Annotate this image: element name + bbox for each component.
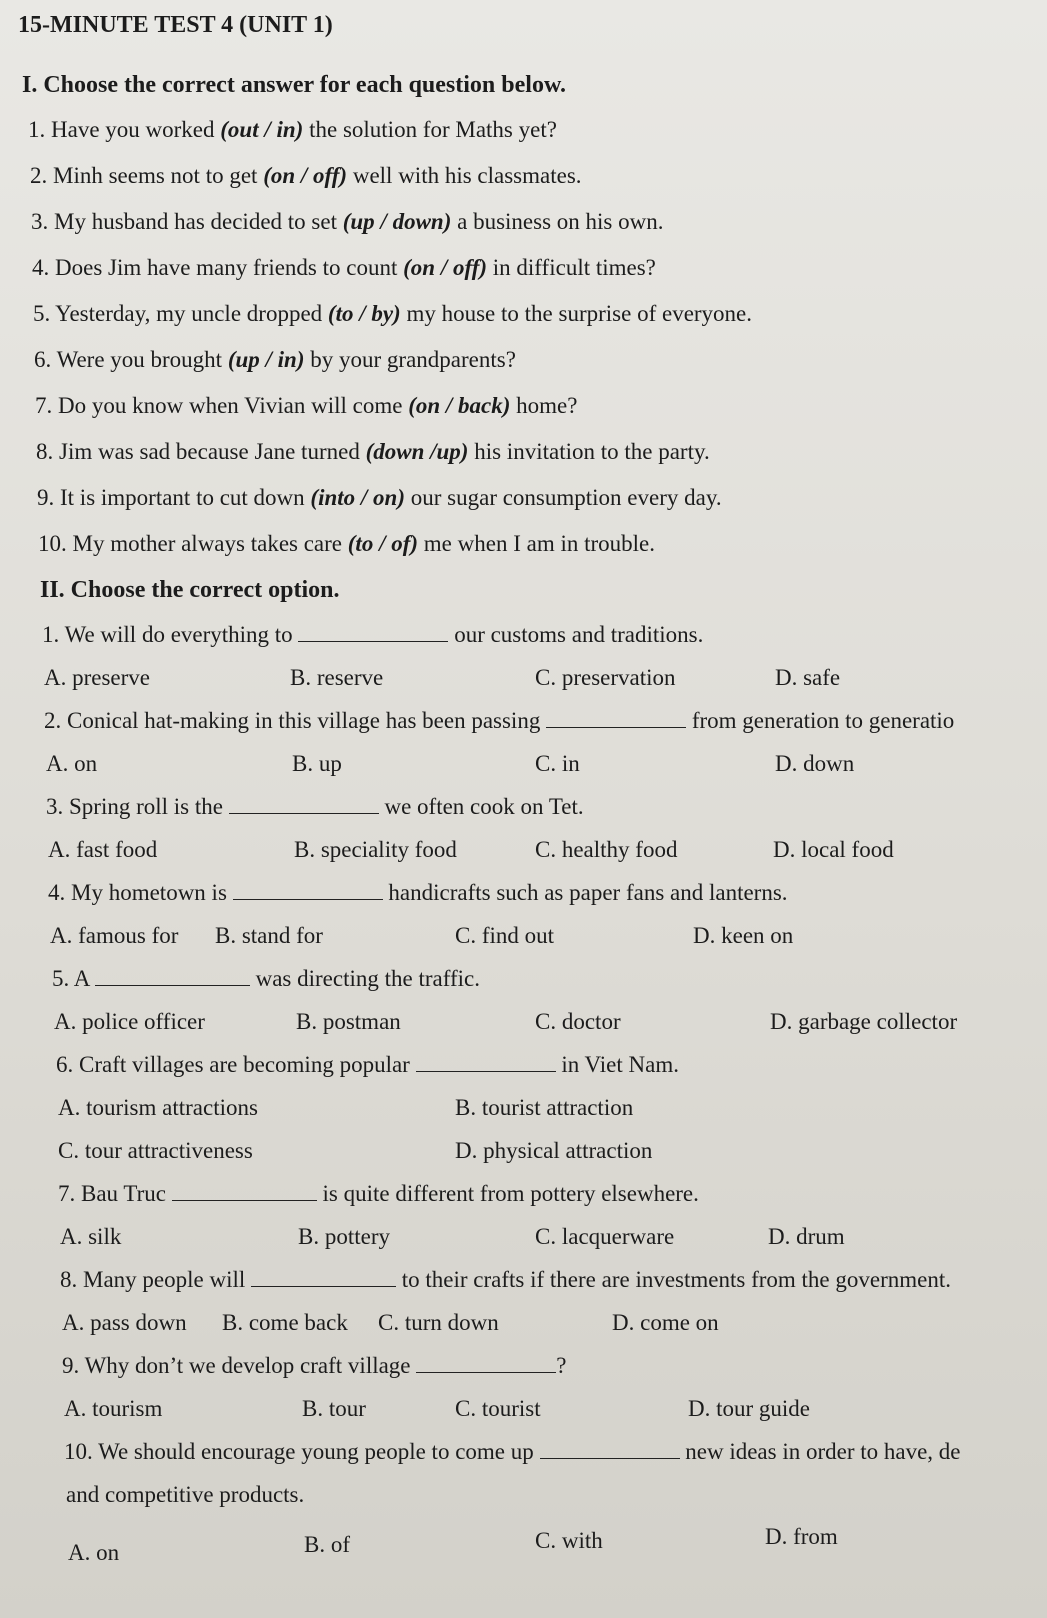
answer-options: (into / on) <box>310 485 405 510</box>
choice-b: B. tourist attraction <box>455 1095 634 1120</box>
part2-question: 1. We will do everything to our customs and traditions. <box>42 622 704 647</box>
answer-options: (on / off) <box>263 163 348 188</box>
answer-blank <box>540 1440 680 1459</box>
answer-blank <box>416 1354 556 1373</box>
choice-d: D. come on <box>612 1310 719 1335</box>
choice-c: C. tour attractiveness <box>58 1138 253 1163</box>
choice-c: C. healthy food <box>535 837 678 862</box>
choice-c: C. tourist <box>455 1396 541 1421</box>
part1-question: 2. Minh seems not to get (on / off) well with his classmates. <box>30 163 582 188</box>
page-title: 15-MINUTE TEST 4 (UNIT 1) <box>18 12 333 38</box>
part1-question: 1. Have you worked (out / in) the solution for Maths yet? <box>28 117 557 142</box>
choice-d: D. garbage collector <box>770 1009 958 1034</box>
choice-a: A. on <box>46 751 98 776</box>
choice-b: B. up <box>292 751 342 776</box>
answer-blank <box>233 881 383 900</box>
choice-d: D. from <box>765 1524 838 1549</box>
answer-options: (on / off) <box>403 255 488 280</box>
answer-options: (up / down) <box>342 209 452 234</box>
choice-d: D. down <box>775 751 855 776</box>
choice-c: C. find out <box>455 923 555 948</box>
choice-b: B. postman <box>296 1009 401 1034</box>
choice-d: D. tour guide <box>688 1396 811 1421</box>
choice-c: C. preservation <box>535 665 676 690</box>
choice-b: B. stand for <box>215 923 323 948</box>
choice-d: D. local food <box>773 837 894 862</box>
part1-question: 5. Yesterday, my uncle dropped (to / by) my house to the surprise of everyone. <box>33 301 753 326</box>
part1-question: 6. Were you brought (up / in) by your grandparents? <box>34 347 516 372</box>
answer-blank <box>172 1182 317 1201</box>
choice-a: A. preserve <box>44 665 151 690</box>
choice-d: D. drum <box>768 1224 845 1249</box>
part1-question: 8. Jim was sad because Jane turned (down /up) his invitation to the party. <box>36 439 710 464</box>
choice-c: C. lacquerware <box>535 1224 675 1249</box>
choice-c: C. turn down <box>378 1310 499 1335</box>
part2-question-continuation: and competitive products. <box>66 1482 305 1507</box>
answer-options: (down /up) <box>365 439 469 464</box>
answer-options: (up / in) <box>227 347 305 372</box>
part2-question: 5. A was directing the traffic. <box>52 966 480 991</box>
choice-b: B. tour <box>302 1396 366 1421</box>
choice-d: D. safe <box>775 665 841 690</box>
choice-a: A. famous for <box>50 923 179 948</box>
part1-question: 9. It is important to cut down (into / on) our sugar consumption every day. <box>37 485 722 510</box>
answer-blank <box>251 1268 396 1287</box>
choice-d: D. physical attraction <box>455 1138 653 1163</box>
choice-a: A. fast food <box>48 837 158 862</box>
part2-question: 2. Conical hat-making in this village has been passing from generation to generatio <box>44 708 955 733</box>
choice-c: C. with <box>535 1528 603 1553</box>
choice-c: C. in <box>535 751 580 776</box>
part2-question: 8. Many people will to their crafts if there are investments from the government. <box>60 1267 951 1292</box>
choice-d: D. keen on <box>693 923 794 948</box>
answer-options: (on / back) <box>408 393 511 418</box>
answer-options: (to / by) <box>327 301 401 326</box>
choice-a: A. silk <box>60 1224 122 1249</box>
answer-blank <box>298 623 448 642</box>
part2-question: 4. My hometown is handicrafts such as paper fans and lanterns. <box>48 880 788 905</box>
part1-question: 4. Does Jim have many friends to count (on / off) in difficult times? <box>32 255 656 280</box>
part2-question: 9. Why don’t we develop craft village ? <box>62 1353 567 1378</box>
choice-b: B. come back <box>222 1310 348 1335</box>
choice-a: A. police officer <box>54 1009 205 1034</box>
choice-c: C. doctor <box>535 1009 621 1034</box>
part2-heading: II. Choose the correct option. <box>40 577 340 603</box>
part1-question: 10. My mother always takes care (to / of) me when I am in trouble. <box>38 531 655 556</box>
answer-options: (out / in) <box>220 117 304 142</box>
part2-question: 3. Spring roll is the we often cook on Tet. <box>46 794 584 819</box>
choice-b: B. of <box>304 1532 350 1557</box>
part1-question: 7. Do you know when Vivian will come (on / back) home? <box>35 393 578 418</box>
answer-options: (to / of) <box>347 531 419 556</box>
part2-question: 10. We should encourage young people to come up new ideas in order to have, de <box>64 1439 961 1464</box>
choice-a: A. on <box>68 1540 120 1565</box>
choice-a: A. pass down <box>62 1310 187 1335</box>
choice-a: A. tourism <box>64 1396 163 1421</box>
choice-b: B. pottery <box>298 1224 390 1249</box>
answer-blank <box>546 709 686 728</box>
answer-blank <box>95 967 250 986</box>
part1-heading: I. Choose the correct answer for each question below. <box>22 72 566 98</box>
part2-question: 6. Craft villages are becoming popular in Viet Nam. <box>56 1052 679 1077</box>
answer-blank <box>416 1053 556 1072</box>
choice-a: A. tourism attractions <box>58 1095 258 1120</box>
choice-b: B. speciality food <box>294 837 457 862</box>
part2-question: 7. Bau Truc is quite different from pottery elsewhere. <box>58 1181 699 1206</box>
answer-blank <box>229 795 379 814</box>
choice-b: B. reserve <box>290 665 384 690</box>
part1-question: 3. My husband has decided to set (up / down) a business on his own. <box>31 209 664 234</box>
